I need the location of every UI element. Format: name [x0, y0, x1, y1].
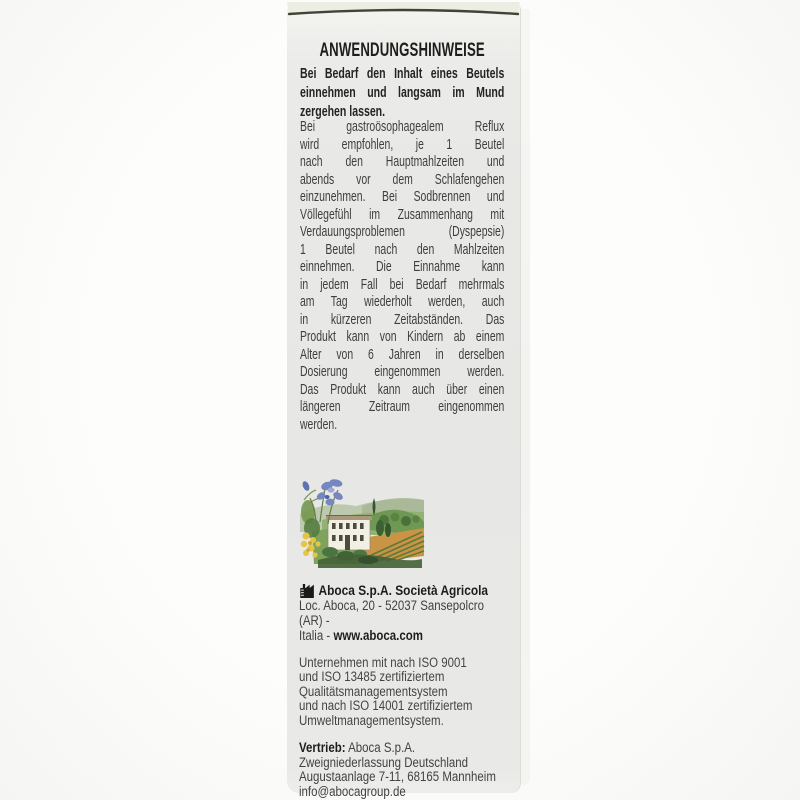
distributor-label: Vertrieb: — [299, 740, 346, 756]
body-line: abends vor dem Schlafengehen — [300, 170, 505, 188]
body-line: in jedem Fall bei Bedarf mehrmals — [300, 275, 505, 293]
certification-line: und nach ISO 14001 zertifiziertem — [299, 698, 473, 714]
body-line: nach den Hauptmahlzeiten und — [300, 153, 505, 170]
intro-line: Bei Bedarf den Inhalt eines Beutels — [300, 65, 505, 82]
certification-line: Umweltmanagementsystem. — [299, 712, 444, 728]
website-text: www.aboca.com — [333, 628, 423, 643]
body-line: Verdauungsproblemen (Dyspepsie) — [300, 223, 505, 240]
body-line: einnehmen. Die Einnahme kann — [300, 258, 505, 275]
intro-line: zergehen lassen. — [300, 103, 386, 120]
country-text: Italia - — [299, 628, 334, 643]
distributor-block — [299, 741, 504, 800]
distributor-email: info@abocagroup.de — [299, 784, 406, 800]
body-line: Bei gastroösophagealem Reflux — [300, 118, 505, 135]
box-side-face — [521, 9, 530, 785]
body-line: wird empfohlen, je 1 Beutel — [300, 135, 505, 153]
certification-line: und ISO 13485 zertifiziertem — [299, 669, 445, 685]
body-line: längeren Zeitraum eingenommen — [300, 398, 505, 415]
body-line: Produkt kann von Kindern ab einem — [300, 328, 505, 345]
body-line: werden. — [300, 415, 338, 433]
certification-line: Unternehmen mit nach ISO 9001 — [299, 655, 467, 670]
panel-title: ANWENDUNGSHINWEISE — [319, 40, 485, 61]
intro-line: einnehmen und langsam im Mund — [300, 84, 505, 101]
distributor-line: Augustaanlage 7-11, 68165 Mannheim — [299, 769, 496, 785]
body-line: Völlegefühl im Zusammenhang mit — [300, 205, 505, 223]
body-paragraph — [300, 118, 504, 433]
footer-info — [299, 580, 504, 800]
manufacturer-address-line — [299, 628, 504, 643]
distributor-line — [299, 741, 504, 756]
body-line: einzunehmen. Bei Sodbrennen und — [300, 188, 505, 205]
body-line: am Tag wiederholt werden, auch — [300, 293, 505, 310]
box-top-edge — [287, 2, 520, 18]
body-line: in kürzeren Zeitabständen. Das — [300, 310, 505, 328]
manufacturer-row — [299, 580, 504, 598]
body-line: Alter von 6 Jahren in derselben — [300, 345, 505, 363]
certification-block — [299, 656, 504, 728]
distributor-name: Aboca S.p.A. — [345, 740, 416, 756]
body-line: Das Produkt kann auch über einen — [300, 380, 505, 398]
box-front-face — [287, 6, 521, 800]
distributor-line: Zweigniederlassung Deutschland — [299, 754, 469, 770]
certification-line: Qualitätsmanagementsystem — [299, 683, 448, 699]
panel-title-wrap — [300, 40, 504, 62]
manufacturer-name: Aboca S.p.A. Società Agricola — [318, 582, 489, 598]
manufacturer-address-line: Loc. Aboca, 20 - 52037 Sansepolcro (AR) - — [299, 598, 485, 628]
body-line: Dosierung eingenommen werden. — [300, 363, 505, 380]
landscape-illustration — [294, 470, 428, 568]
factory-icon — [299, 583, 316, 598]
intro-paragraph — [300, 64, 504, 121]
body-line: 1 Beutel nach den Mahlzeiten — [300, 240, 505, 258]
